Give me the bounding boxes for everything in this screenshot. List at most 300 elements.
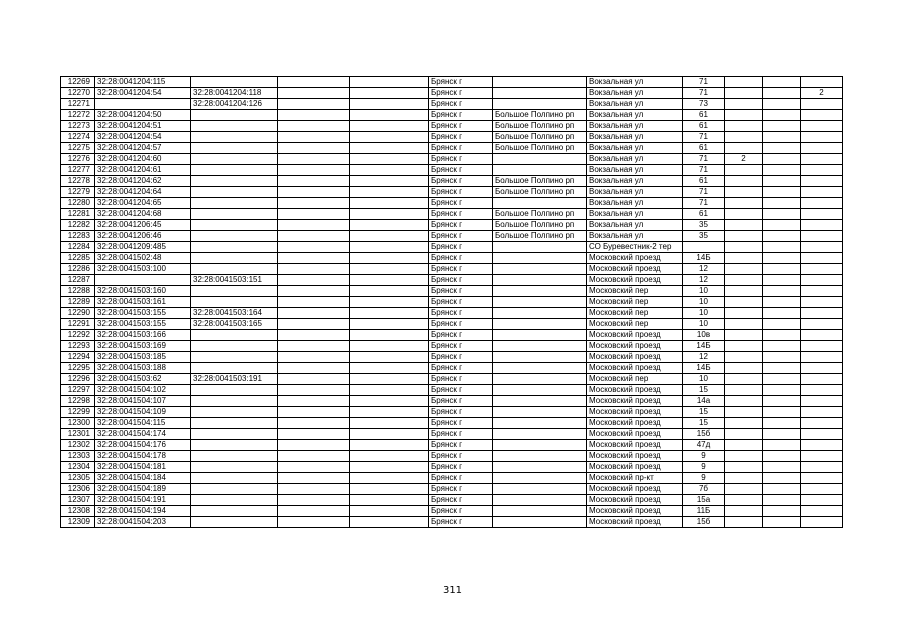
cell-col-12	[801, 330, 843, 341]
cell-linked-cadastral-number	[191, 352, 278, 363]
table-row	[61, 451, 843, 462]
cell-house-number: 61	[683, 143, 725, 154]
table-row	[61, 110, 843, 121]
cell-col-5	[350, 275, 429, 286]
cell-col-11	[763, 374, 801, 385]
cell-street: Московский проезд	[587, 275, 683, 286]
cell-cadastral-number: 32:28:0041204:51	[95, 121, 191, 132]
cell-cadastral-number: 32:28:0041204:60	[95, 154, 191, 165]
cell-linked-cadastral-number	[191, 231, 278, 242]
cell-settlement: Большое Полпино рп	[493, 143, 587, 154]
cell-col-12	[801, 484, 843, 495]
cell-col-11	[763, 209, 801, 220]
cell-col-4	[278, 209, 350, 220]
cell-city: Брянск г	[429, 462, 493, 473]
cell-cadastral-number: 32:28:0041504:174	[95, 429, 191, 440]
cell-settlement	[493, 385, 587, 396]
cell-col-5	[350, 352, 429, 363]
cell-col-5	[350, 429, 429, 440]
cell-col-4	[278, 264, 350, 275]
cell-linked-cadastral-number	[191, 198, 278, 209]
cell-col-5	[350, 396, 429, 407]
cell-row-number: 12293	[61, 341, 95, 352]
cell-col-11	[763, 231, 801, 242]
cell-col-5	[350, 121, 429, 132]
cell-col-12	[801, 121, 843, 132]
cell-cadastral-number: 32:28:0041503:169	[95, 341, 191, 352]
cell-col-10	[725, 374, 763, 385]
cell-linked-cadastral-number: 32:28:0041503:164	[191, 308, 278, 319]
cell-col-5	[350, 517, 429, 528]
cell-linked-cadastral-number: 32:28:0041204:118	[191, 88, 278, 99]
cell-col-11	[763, 121, 801, 132]
cell-house-number: 71	[683, 77, 725, 88]
page-number: 311	[442, 585, 463, 596]
cell-col-4	[278, 374, 350, 385]
cell-settlement	[493, 308, 587, 319]
cell-col-4	[278, 429, 350, 440]
cell-row-number: 12277	[61, 165, 95, 176]
cell-street: Московский проезд	[587, 352, 683, 363]
cell-city: Брянск г	[429, 330, 493, 341]
cell-col-10	[725, 363, 763, 374]
cell-settlement: Большое Полпино рп	[493, 121, 587, 132]
cell-cadastral-number: 32:28:0041503:100	[95, 264, 191, 275]
cell-col-5	[350, 407, 429, 418]
cell-col-4	[278, 121, 350, 132]
cell-house-number: 15	[683, 407, 725, 418]
cell-col-5	[350, 242, 429, 253]
cell-linked-cadastral-number: 32:28:0041503:151	[191, 275, 278, 286]
cell-city: Брянск г	[429, 484, 493, 495]
table-row	[61, 88, 843, 99]
cell-col-10	[725, 297, 763, 308]
cell-house-number: 61	[683, 176, 725, 187]
cell-row-number: 12305	[61, 473, 95, 484]
cell-row-number: 12297	[61, 385, 95, 396]
cell-settlement	[493, 517, 587, 528]
cell-city: Брянск г	[429, 143, 493, 154]
cell-house-number: 10	[683, 297, 725, 308]
cell-settlement	[493, 440, 587, 451]
cell-col-11	[763, 363, 801, 374]
cell-linked-cadastral-number	[191, 165, 278, 176]
cell-col-10	[725, 110, 763, 121]
cell-col-4	[278, 242, 350, 253]
cell-col-5	[350, 418, 429, 429]
cell-street: Московский проезд	[587, 440, 683, 451]
cell-col-4	[278, 176, 350, 187]
cell-cadastral-number: 32:28:0041503:185	[95, 352, 191, 363]
cell-city: Брянск г	[429, 242, 493, 253]
cell-linked-cadastral-number: 32:28:0041503:191	[191, 374, 278, 385]
cell-col-11	[763, 341, 801, 352]
cell-street: СО Буревестник-2 тер	[587, 242, 683, 253]
cell-street: Московский пер	[587, 374, 683, 385]
cell-city: Брянск г	[429, 121, 493, 132]
cell-row-number: 12288	[61, 286, 95, 297]
cell-city: Брянск г	[429, 319, 493, 330]
cell-settlement	[493, 396, 587, 407]
cell-col-5	[350, 187, 429, 198]
cell-house-number: 12	[683, 352, 725, 363]
table-row	[61, 143, 843, 154]
cell-city: Брянск г	[429, 99, 493, 110]
cell-col-10	[725, 495, 763, 506]
cell-settlement	[493, 319, 587, 330]
cell-col-4	[278, 407, 350, 418]
cell-street: Московский проезд	[587, 495, 683, 506]
cell-col-10	[725, 187, 763, 198]
cell-row-number: 12287	[61, 275, 95, 286]
cell-linked-cadastral-number	[191, 132, 278, 143]
cell-street: Московский проезд	[587, 462, 683, 473]
cell-cadastral-number: 32:28:0041206:45	[95, 220, 191, 231]
cell-street: Вокзальная ул	[587, 99, 683, 110]
cell-row-number: 12295	[61, 363, 95, 374]
cell-col-5	[350, 176, 429, 187]
cell-cadastral-number: 32:28:0041504:203	[95, 517, 191, 528]
cell-col-11	[763, 88, 801, 99]
cell-row-number: 12294	[61, 352, 95, 363]
cell-col-5	[350, 473, 429, 484]
cell-col-5	[350, 451, 429, 462]
cell-col-10	[725, 220, 763, 231]
registry-table	[60, 76, 843, 528]
cell-col-11	[763, 495, 801, 506]
cell-city: Брянск г	[429, 374, 493, 385]
cell-cadastral-number: 32:28:0041504:107	[95, 396, 191, 407]
cell-col-5	[350, 209, 429, 220]
cell-linked-cadastral-number	[191, 418, 278, 429]
cell-house-number: 7б	[683, 484, 725, 495]
cell-cadastral-number: 32:28:0041503:62	[95, 374, 191, 385]
cell-row-number: 12306	[61, 484, 95, 495]
table-row	[61, 132, 843, 143]
cell-row-number: 12300	[61, 418, 95, 429]
cell-col-4	[278, 396, 350, 407]
cell-street: Московский проезд	[587, 396, 683, 407]
cell-cadastral-number: 32:28:0041504:181	[95, 462, 191, 473]
cell-col-12	[801, 506, 843, 517]
cell-col-12	[801, 275, 843, 286]
cell-house-number	[683, 242, 725, 253]
cell-row-number: 12307	[61, 495, 95, 506]
cell-linked-cadastral-number	[191, 363, 278, 374]
cell-linked-cadastral-number	[191, 506, 278, 517]
cell-col-12	[801, 319, 843, 330]
cell-settlement	[493, 330, 587, 341]
cell-linked-cadastral-number	[191, 451, 278, 462]
cell-col-4	[278, 165, 350, 176]
cell-settlement	[493, 429, 587, 440]
table-row	[61, 253, 843, 264]
cell-house-number: 10	[683, 308, 725, 319]
cell-linked-cadastral-number	[191, 253, 278, 264]
cell-row-number: 12301	[61, 429, 95, 440]
cell-col-10	[725, 231, 763, 242]
cell-house-number: 61	[683, 209, 725, 220]
cell-cadastral-number: 32:28:0041504:191	[95, 495, 191, 506]
cell-col-10	[725, 319, 763, 330]
table-row	[61, 506, 843, 517]
cell-city: Брянск г	[429, 165, 493, 176]
cell-city: Брянск г	[429, 286, 493, 297]
cell-linked-cadastral-number	[191, 187, 278, 198]
cell-city: Брянск г	[429, 396, 493, 407]
cell-col-4	[278, 99, 350, 110]
cell-col-11	[763, 220, 801, 231]
cell-col-5	[350, 264, 429, 275]
cell-row-number: 12289	[61, 297, 95, 308]
cell-col-12	[801, 352, 843, 363]
cell-house-number: 10	[683, 286, 725, 297]
cell-col-11	[763, 198, 801, 209]
cell-col-10	[725, 77, 763, 88]
cell-col-10	[725, 121, 763, 132]
cell-house-number: 47д	[683, 440, 725, 451]
cell-linked-cadastral-number	[191, 77, 278, 88]
cell-col-12	[801, 154, 843, 165]
cell-col-10	[725, 242, 763, 253]
cell-col-5	[350, 308, 429, 319]
cell-row-number: 12302	[61, 440, 95, 451]
cell-col-4	[278, 418, 350, 429]
cell-col-10	[725, 209, 763, 220]
cell-cadastral-number: 32:28:0041503:155	[95, 319, 191, 330]
table-row	[61, 330, 843, 341]
cell-house-number: 10в	[683, 330, 725, 341]
cell-col-4	[278, 473, 350, 484]
cell-col-12	[801, 495, 843, 506]
cell-house-number: 73	[683, 99, 725, 110]
cell-col-11	[763, 176, 801, 187]
cell-col-11	[763, 187, 801, 198]
cell-row-number: 12292	[61, 330, 95, 341]
cell-city: Брянск г	[429, 154, 493, 165]
cell-col-5	[350, 77, 429, 88]
cell-linked-cadastral-number	[191, 429, 278, 440]
cell-linked-cadastral-number	[191, 176, 278, 187]
cell-col-12	[801, 77, 843, 88]
cell-col-4	[278, 253, 350, 264]
cell-settlement: Большое Полпино рп	[493, 209, 587, 220]
cell-col-12	[801, 385, 843, 396]
cell-city: Брянск г	[429, 88, 493, 99]
cell-house-number: 15	[683, 385, 725, 396]
cell-col-5	[350, 440, 429, 451]
cell-col-10	[725, 396, 763, 407]
cell-street: Московский проезд	[587, 451, 683, 462]
cell-col-4	[278, 352, 350, 363]
cell-col-12	[801, 286, 843, 297]
cell-col-5	[350, 330, 429, 341]
cell-col-12	[801, 429, 843, 440]
cell-linked-cadastral-number	[191, 110, 278, 121]
cell-linked-cadastral-number	[191, 242, 278, 253]
cell-settlement: Большое Полпино рп	[493, 187, 587, 198]
cell-cadastral-number: 32:28:0041204:54	[95, 88, 191, 99]
cell-col-4	[278, 143, 350, 154]
cell-col-10	[725, 484, 763, 495]
cell-house-number: 14Б	[683, 253, 725, 264]
cell-col-12	[801, 341, 843, 352]
cell-row-number: 12303	[61, 451, 95, 462]
cell-street: Вокзальная ул	[587, 220, 683, 231]
cell-house-number: 61	[683, 121, 725, 132]
cell-settlement: Большое Полпино рп	[493, 176, 587, 187]
cell-cadastral-number: 32:28:0041504:194	[95, 506, 191, 517]
cell-cadastral-number: 32:28:0041504:184	[95, 473, 191, 484]
cell-city: Брянск г	[429, 385, 493, 396]
cell-city: Брянск г	[429, 231, 493, 242]
cell-settlement	[493, 242, 587, 253]
cell-col-4	[278, 231, 350, 242]
cell-city: Брянск г	[429, 187, 493, 198]
table-row	[61, 484, 843, 495]
cell-house-number: 71	[683, 165, 725, 176]
cell-row-number: 12285	[61, 253, 95, 264]
table-row	[61, 374, 843, 385]
cell-col-12	[801, 440, 843, 451]
cell-cadastral-number: 32:28:0041503:188	[95, 363, 191, 374]
cell-house-number: 15б	[683, 429, 725, 440]
cell-col-12	[801, 165, 843, 176]
cell-house-number: 9	[683, 451, 725, 462]
cell-city: Брянск г	[429, 418, 493, 429]
cell-col-4	[278, 495, 350, 506]
cell-cadastral-number: 32:28:0041204:57	[95, 143, 191, 154]
cell-col-11	[763, 110, 801, 121]
cell-settlement	[493, 495, 587, 506]
cell-settlement	[493, 286, 587, 297]
cell-col-11	[763, 330, 801, 341]
cell-cadastral-number: 32:28:0041503:166	[95, 330, 191, 341]
cell-linked-cadastral-number	[191, 440, 278, 451]
cell-house-number: 71	[683, 154, 725, 165]
cell-linked-cadastral-number	[191, 286, 278, 297]
cell-col-11	[763, 77, 801, 88]
cell-col-11	[763, 418, 801, 429]
cell-row-number: 12273	[61, 121, 95, 132]
cell-col-12	[801, 253, 843, 264]
table-row	[61, 165, 843, 176]
cell-col-12	[801, 308, 843, 319]
cell-col-5	[350, 231, 429, 242]
cell-street: Вокзальная ул	[587, 154, 683, 165]
cell-col-4	[278, 363, 350, 374]
cell-col-11	[763, 352, 801, 363]
cell-col-12	[801, 418, 843, 429]
cell-city: Брянск г	[429, 440, 493, 451]
cell-settlement: Большое Полпино рп	[493, 220, 587, 231]
cell-cadastral-number: 32:28:0041504:189	[95, 484, 191, 495]
cell-settlement	[493, 99, 587, 110]
cell-settlement	[493, 341, 587, 352]
cell-col-11	[763, 132, 801, 143]
table-row	[61, 275, 843, 286]
cell-street: Вокзальная ул	[587, 143, 683, 154]
cell-col-10	[725, 88, 763, 99]
cell-col-5	[350, 132, 429, 143]
cell-street: Московский проезд	[587, 363, 683, 374]
cell-col-11	[763, 275, 801, 286]
cell-row-number: 12284	[61, 242, 95, 253]
table-row	[61, 319, 843, 330]
cell-col-12	[801, 110, 843, 121]
cell-city: Брянск г	[429, 517, 493, 528]
cell-col-12: 2	[801, 88, 843, 99]
cell-house-number: 14Б	[683, 341, 725, 352]
table-row	[61, 495, 843, 506]
cell-col-5	[350, 143, 429, 154]
cell-col-5	[350, 506, 429, 517]
cell-city: Брянск г	[429, 495, 493, 506]
table-row	[61, 308, 843, 319]
cell-row-number: 12275	[61, 143, 95, 154]
cell-city: Брянск г	[429, 506, 493, 517]
cell-street: Вокзальная ул	[587, 176, 683, 187]
cell-col-12	[801, 407, 843, 418]
table-row	[61, 99, 843, 110]
cell-col-11	[763, 440, 801, 451]
cell-street: Московский проезд	[587, 429, 683, 440]
cell-settlement	[493, 407, 587, 418]
table-row	[61, 297, 843, 308]
cell-col-5	[350, 165, 429, 176]
cell-col-5	[350, 385, 429, 396]
cell-linked-cadastral-number	[191, 330, 278, 341]
cell-cadastral-number: 32:28:0041503:161	[95, 297, 191, 308]
cell-col-11	[763, 429, 801, 440]
cell-col-11	[763, 517, 801, 528]
cell-linked-cadastral-number	[191, 209, 278, 220]
table-row	[61, 242, 843, 253]
cell-col-4	[278, 330, 350, 341]
cell-street: Вокзальная ул	[587, 121, 683, 132]
cell-col-12	[801, 209, 843, 220]
cell-house-number: 15б	[683, 517, 725, 528]
cell-settlement: Большое Полпино рп	[493, 231, 587, 242]
cell-col-12	[801, 374, 843, 385]
cell-col-5	[350, 286, 429, 297]
table-row	[61, 396, 843, 407]
cell-col-4	[278, 275, 350, 286]
cell-settlement	[493, 352, 587, 363]
cell-street: Вокзальная ул	[587, 110, 683, 121]
cell-col-5	[350, 341, 429, 352]
cell-house-number: 15а	[683, 495, 725, 506]
cell-house-number: 71	[683, 187, 725, 198]
cell-cadastral-number: 32:28:0041504:115	[95, 418, 191, 429]
table-row	[61, 121, 843, 132]
cell-cadastral-number: 32:28:0041204:65	[95, 198, 191, 209]
cell-city: Брянск г	[429, 132, 493, 143]
cell-col-4	[278, 451, 350, 462]
cell-cadastral-number: 32:28:0041504:109	[95, 407, 191, 418]
cell-city: Брянск г	[429, 264, 493, 275]
cell-street: Московский проезд	[587, 330, 683, 341]
cell-cadastral-number	[95, 99, 191, 110]
cell-street: Московский проезд	[587, 253, 683, 264]
cell-col-4	[278, 440, 350, 451]
cell-col-10	[725, 286, 763, 297]
table-row	[61, 176, 843, 187]
table-row	[61, 198, 843, 209]
cell-linked-cadastral-number	[191, 495, 278, 506]
cell-col-12	[801, 297, 843, 308]
cell-col-10	[725, 341, 763, 352]
